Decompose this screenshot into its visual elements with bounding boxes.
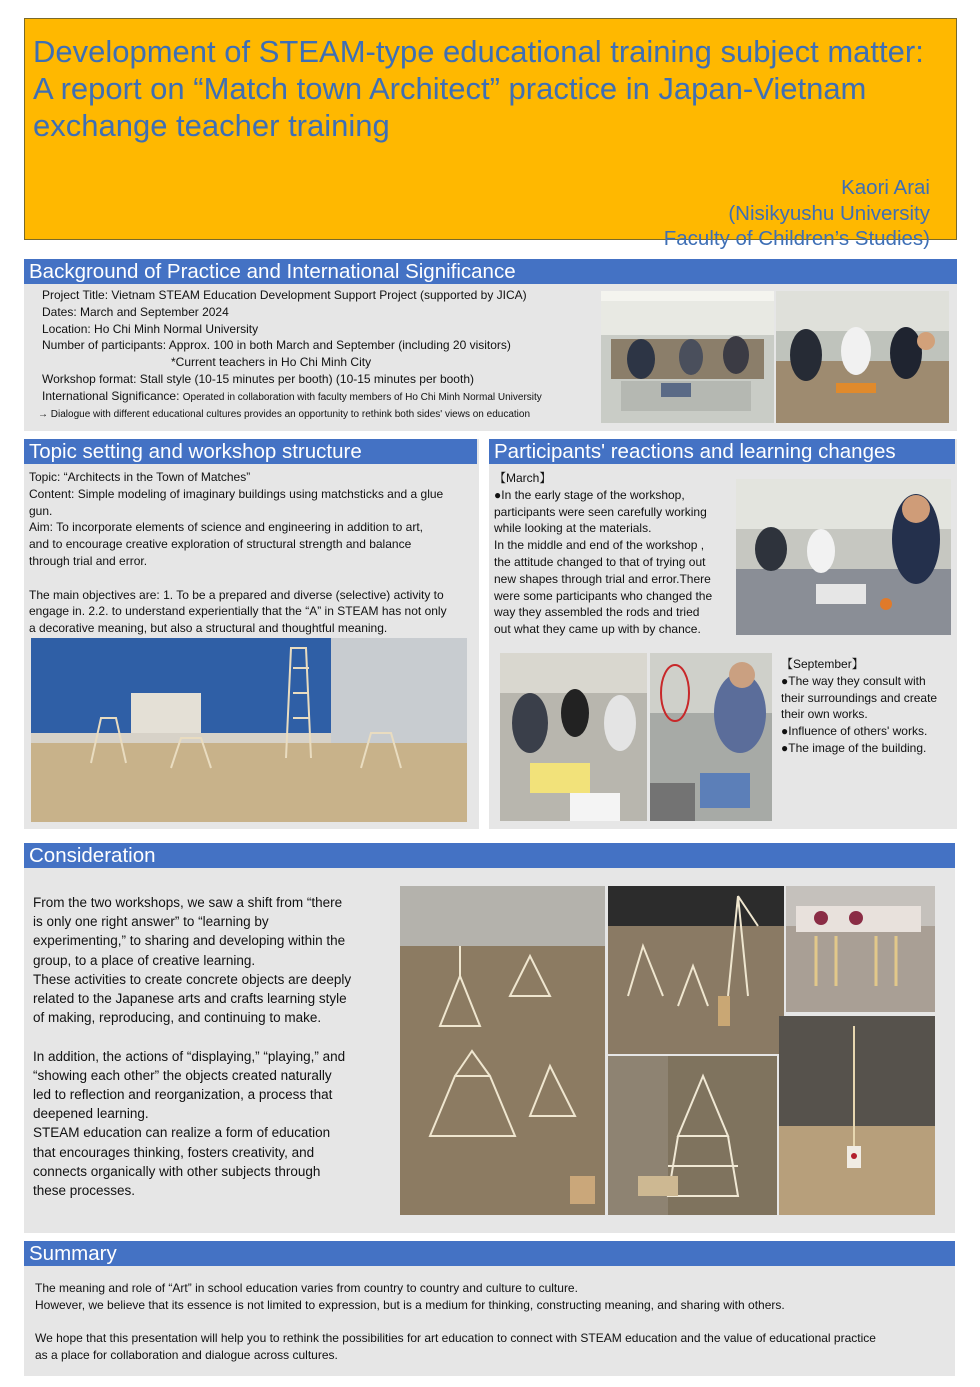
consideration-line: “showing each other” the objects created naturally — [33, 1067, 332, 1083]
march-line: participants were seen carefully working — [494, 504, 707, 519]
photo-structure-tower — [608, 1056, 777, 1215]
summary-line: The meaning and role of “Art” in school education varies from country to country and culture to culture. — [35, 1281, 578, 1295]
topic-line: The main objectives are: 1. To be a prepared and diverse (selective) activity to — [29, 587, 444, 602]
march-line: ●In the early stage of the workshop, — [494, 487, 685, 502]
september-line: ●The way they consult with — [781, 673, 926, 688]
march-line: new shapes through trial and error.There — [494, 571, 711, 586]
topic-line: Topic: “Architects in the Town of Matches” — [29, 470, 251, 484]
poster-title: Development of STEAM-type educational training subject matter: A report on “Match town Architect” practice in Japan-Vietnam exchange teacher training — [33, 34, 924, 144]
topic-line: through trial and error. — [29, 553, 148, 568]
consideration-heading: Consideration — [24, 843, 955, 868]
author-affiliation-1: (Nisikyushu University — [728, 201, 930, 225]
international-significance: International Significance: Operated in collaboration with faculty members of Ho Chi Minh Normal University — [42, 388, 542, 403]
participants: Number of participants: Approx. 100 in both March and September (including 20 visitors) — [42, 338, 511, 353]
march-line: the attitude changed to that of trying out — [494, 554, 706, 569]
consideration-line: of making, reproducing, and continuing to make. — [33, 1010, 322, 1026]
photo-march-workshop — [736, 479, 951, 635]
title-banner — [24, 18, 957, 251]
september-text — [781, 656, 953, 757]
author-name: Kaori Arai — [841, 176, 930, 199]
photo-september-group-2 — [650, 653, 772, 821]
consideration-line: connects organically with other subjects through — [33, 1163, 321, 1179]
summary-text — [35, 1280, 950, 1364]
consideration-line: is only one right answer” to “learning by — [33, 914, 269, 930]
consideration-line: led to reflection and reorganization, a process that — [33, 1087, 333, 1103]
summary-line: We hope that this presentation will help you to rethink the possibilities for art education to connect with STEAM education and the value of educational practice — [35, 1331, 876, 1346]
march-line: way they assembled the rods and tried — [494, 605, 700, 620]
author-block — [664, 175, 930, 252]
location: Location: Ho Chi Minh Normal University — [42, 321, 259, 336]
dates: Dates: March and September 2024 — [42, 304, 229, 319]
consideration-line: These activities to create concrete objects are deeply — [33, 971, 352, 987]
september-line: their surroundings and create — [781, 690, 938, 705]
summary-line — [35, 1314, 950, 1331]
consideration-line: group, to a place of creative learning. — [33, 952, 256, 968]
background-text — [38, 287, 602, 423]
consideration-line: that encourages thinking, fosters creativity, and — [33, 1144, 315, 1160]
consideration-line: experimenting,” to sharing and developing within the — [33, 933, 346, 949]
consideration-line: related to the Japanese arts and crafts learning style — [33, 991, 347, 1007]
september-line: ●The image of the building. — [781, 740, 927, 755]
consideration-line: From the two workshops, we saw a shift from “there — [33, 895, 343, 910]
march-line: In the middle and end of the workshop , — [494, 538, 705, 553]
march-line: out what they came up with by chance. — [494, 622, 701, 637]
current-teachers-note: *Current teachers in Ho Chi Minh City — [171, 355, 372, 370]
consideration-line: these processes. — [33, 1183, 136, 1199]
consideration-line: In addition, the actions of “displaying,” “playing,” and — [33, 1048, 346, 1064]
topic-line: and to encourage creative exploration of structural strength and balance — [29, 537, 412, 552]
summary-line: as a place for collaboration and dialogue across cultures. — [35, 1348, 338, 1363]
photo-match-town-display — [31, 638, 467, 822]
photo-september-group-1 — [500, 653, 647, 821]
consideration-line: deepened learning. — [33, 1106, 149, 1122]
september-line: their own works. — [781, 707, 868, 722]
photo-structure-on-matchbox — [786, 886, 935, 1012]
photo-structures-closeup — [608, 886, 784, 1054]
workshop-format: Workshop format: Stall style (10-15 minutes per booth) (10-15 minutes per booth) — [42, 371, 474, 386]
topic-line: Content: Simple modeling of imaginary buildings using matchsticks and a glue — [29, 486, 444, 501]
photo-workshop-classroom — [601, 291, 774, 423]
photo-structures-floor — [400, 886, 605, 1215]
topic-line — [29, 570, 477, 587]
march-line: 【March】 — [494, 471, 552, 485]
consideration-text — [33, 893, 395, 1200]
topic-heading: Topic setting and workshop structure — [24, 439, 477, 464]
topic-line: engage in. 2.2. to understand experientially that the “A” in STEAM has not only — [29, 604, 447, 619]
march-line: were some participants who changed the — [494, 588, 713, 603]
photo-tall-single-stick — [779, 1016, 935, 1215]
topic-text — [29, 469, 477, 637]
project-title: Project Title: Vietnam STEAM Education Development Support Project (supported by JICA) — [42, 288, 527, 302]
topic-line: Aim: To incorporate elements of science and engineering in addition to art, — [29, 520, 424, 535]
september-line: ●Influence of others' works. — [781, 724, 928, 739]
reactions-heading: Participants' reactions and learning changes — [489, 439, 955, 464]
summary-line: However, we believe that its essence is not limited to expression, but is a medium for thinking, constructing meaning, and sharing with others. — [35, 1297, 785, 1312]
author-affiliation-2: Faculty of Children’s Studies) — [663, 227, 930, 251]
september-line: 【September】 — [781, 657, 864, 671]
topic-line: a decorative meaning, but also a structural and thoughtful meaning. — [29, 621, 388, 636]
march-text — [494, 470, 734, 638]
dialogue-note: → Dialogue with different educational cultures provides an opportunity to rethink both sides' views on education — [38, 408, 531, 420]
consideration-line: STEAM education can realize a form of education — [33, 1125, 331, 1141]
consideration-line — [33, 1027, 395, 1046]
background-heading: Background of Practice and International Significance — [24, 259, 957, 284]
topic-line: gun. — [29, 503, 53, 518]
summary-heading: Summary — [24, 1241, 955, 1266]
photo-workshop-participants — [776, 291, 949, 423]
march-line: while looking at the materials. — [494, 521, 652, 536]
